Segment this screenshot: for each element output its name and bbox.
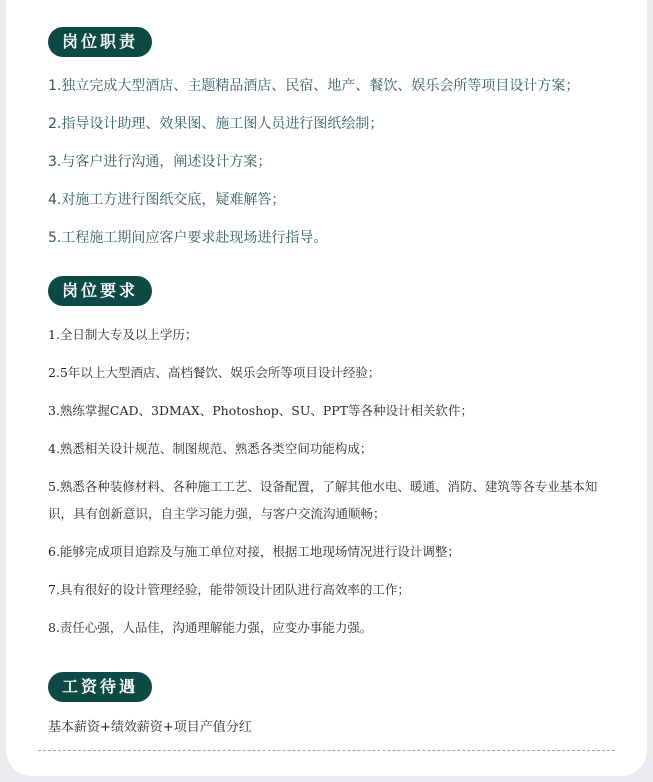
list-item: 1.独立完成大型酒店、主题精品酒店、民宿、地产、餐饮、娱乐会所等项目设计方案； [48, 78, 580, 94]
list-item: 7.具有很好的设计管理经验，能带领设计团队进行高效率的工作； [48, 582, 410, 597]
list-item: 5.熟悉各种装修材料、各种施工工艺、设备配置，了解其他水电、暖通、消防、建筑等各专业基本知识，具有创新意识，自主学习能力强，与客户交流沟通顺畅； [48, 479, 598, 521]
dashed-divider [38, 750, 615, 751]
duties-heading: 岗位职责 [48, 27, 152, 57]
duties-section [48, 27, 617, 257]
job-description-card [6, 0, 647, 776]
list-item: 4.熟悉相关设计规范、制图规范、熟悉各类空间功能构成； [48, 441, 373, 456]
list-item: 5.工程施工期间应客户要求赴现场进行指导。 [48, 230, 328, 246]
list-item: 6.能够完成项目追踪及与施工单位对接，根据工地现场情况进行设计调整； [48, 544, 460, 559]
list-item: 3.与客户进行沟通，阐述设计方案； [48, 154, 272, 170]
requirements-section [48, 276, 617, 652]
list-item: 1.全日制大专及以上学历； [48, 327, 198, 342]
salary-heading: 工资待遇 [48, 672, 152, 702]
requirements-heading: 岗位要求 [48, 276, 152, 306]
list-item: 2.5年以上大型酒店、高档餐饮、娱乐会所等项目设计经验； [48, 365, 381, 380]
list-item: 4.对施工方进行图纸交底，疑难解答； [48, 192, 286, 208]
salary-section [48, 672, 617, 735]
requirements-list [48, 321, 617, 641]
salary-text: 基本薪资+绩效薪资+项目产值分红 [48, 720, 252, 735]
list-item: 2.指导设计助理、效果图、施工图人员进行图纸绘制； [48, 116, 384, 132]
duties-list [48, 67, 617, 257]
list-item: 8.责任心强，人品佳，沟通理解能力强，应变办事能力强。 [48, 620, 373, 635]
list-item: 3.熟练掌握CAD、3DMAX、Photoshop、SU、PPT等各种设计相关软件； [48, 403, 474, 418]
